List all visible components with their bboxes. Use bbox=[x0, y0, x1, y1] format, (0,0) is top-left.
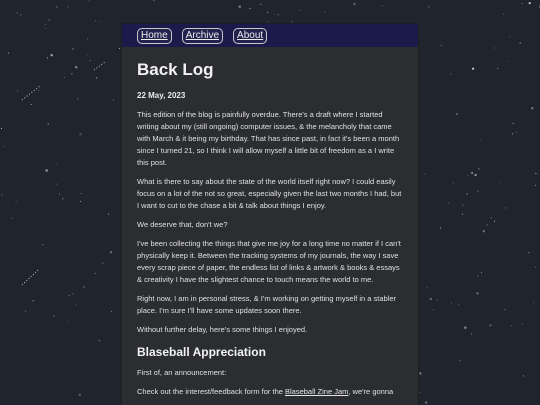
paragraph-text: , we're gonna bbox=[348, 387, 394, 396]
post-paragraph: Without further delay, here's some things I enjoyed. bbox=[137, 325, 308, 334]
blaseball-zine-jam-link[interactable]: Blaseball Zine Jam bbox=[285, 387, 349, 396]
blog-post bbox=[122, 47, 418, 398]
section-heading: Blaseball Appreciation bbox=[137, 345, 266, 359]
post-paragraph: I've been collecting the things that give me joy for a long time no matter if I can't physically keep it. Between the tracking systems of my journals, the way I save every scrap piece of paper, the endless list of links & artwork & books & essays & creativity I have the slightest chance to touch means the world to me. bbox=[137, 239, 401, 284]
nav-about-link[interactable]: About bbox=[233, 28, 267, 44]
post-title: Back Log bbox=[137, 60, 214, 79]
post-paragraph: Right now, I am in personal stress, & I'm working on getting myself in a stabler place. I'm sure I'll have some updates soon there. bbox=[137, 294, 397, 315]
post-paragraph: What is there to say about the state of the world itself right now? I could easily focus on a lot of the not so great, especially given the last two months I had, but I want to cut to the chase a bit & talk about things I enjoy. bbox=[137, 177, 402, 210]
post-date: 22 May, 2023 bbox=[137, 91, 186, 100]
post-paragraph: This edition of the blog is painfully overdue. There's a draft where I started writing about my (still ongoing) computer issues, & the melancholy that came with March & it being my birthday. That has since past, in fact it's been a month since I turned 21, so I think I will allow myself a little bit of freedom as a I write this post. bbox=[137, 110, 400, 167]
section-intro: First of, an announcement: bbox=[137, 368, 227, 377]
post-paragraph: We deserve that, don't we? bbox=[137, 220, 228, 229]
nav-archive-link[interactable]: Archive bbox=[182, 28, 223, 44]
paragraph-text: Check out the interest/feedback form for the bbox=[137, 387, 285, 396]
zine-jam-paragraph bbox=[137, 386, 403, 398]
navbar bbox=[122, 24, 418, 47]
page-container bbox=[122, 24, 418, 405]
nav-home-link[interactable]: Home bbox=[137, 28, 172, 44]
